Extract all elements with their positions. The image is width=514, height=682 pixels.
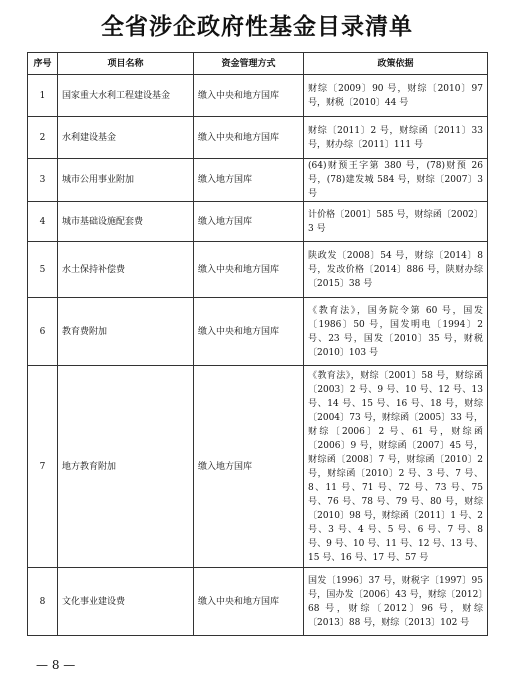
row-no: 8 [28,568,58,636]
row-basis: 计价格〔2001〕585 号，财综函〔2002〕3 号 [304,202,488,242]
header-no: 序号 [28,53,58,75]
header-method: 资金管理方式 [194,53,304,75]
table-row [28,202,488,242]
row-name: 教育费附加 [58,298,194,366]
row-name: 水土保持补偿费 [58,242,194,298]
row-no: 6 [28,298,58,366]
row-basis: 财综〔2009〕90 号，财综〔2010〕97 号，财税〔2010〕44 号 [304,75,488,117]
table-row [28,568,488,636]
table-row [28,75,488,117]
row-method: 缴入地方国库 [194,366,304,568]
table-header-row [28,53,488,75]
table-row [28,366,488,568]
table-row [28,159,488,202]
header-basis: 政策依据 [304,53,488,75]
row-no: 1 [28,75,58,117]
row-no: 7 [28,366,58,568]
row-method: 缴入中央和地方国库 [194,75,304,117]
page-title: 全省涉企政府性基金目录清单 [101,13,413,40]
row-name: 城市公用事业附加 [58,159,194,202]
fund-catalog-table [27,52,488,636]
header-name: 项目名称 [58,53,194,75]
row-basis: 陕政发〔2008〕54 号，财综〔2014〕8 号，发改价格〔2014〕886 号，陕财办综〔2015〕38 号 [304,242,488,298]
row-name: 水利建设基金 [58,117,194,159]
row-name: 国家重大水利工程建设基金 [58,75,194,117]
table-row [28,117,488,159]
row-basis: 国发〔1996〕37 号，财税字〔1997〕95 号，国办发〔2006〕43 号，财综〔2012〕68 号，财综〔2012〕96 号，财综〔2013〕88 号，财综〔2013〕102 号 [304,568,488,636]
row-method: 缴入中央和地方国库 [194,568,304,636]
row-name: 文化事业建设费 [58,568,194,636]
table-row [28,242,488,298]
row-method: 缴入中央和地方国库 [194,117,304,159]
row-basis: 《教育法》，财综〔2001〕58 号，财综函〔2003〕2 号、9 号、10 号、12 号、13 号、14 号、15 号、16 号、18 号，财综〔2004〕73 号，财综函〔2005〕33 号，财综〔2006〕2 号、61 号，财综函〔2006〕9 号，财综函〔2007〕45 号，财综函〔2008〕7 号，财综函〔2010〕2 号，财综函〔2010〕2 号、3 号、7 号、8、11 号、71 号、72 号、73 号、75 号、76 号、78 号、79 号、80 号，财综〔2010〕98 号，财综函〔2011〕1 号、2 号、3 号、4 号、5 号、6 号、7 号、8 号、9 号、10 号、11 号、12 号、13 号、15 号、16 号、17 号、57 号 [304,366,488,568]
row-method: 缴入地方国库 [194,159,304,202]
row-basis: 财综〔2011〕2 号，财综函〔2011〕33 号，财办综〔2011〕111 号 [304,117,488,159]
table-row [28,298,488,366]
row-no: 2 [28,117,58,159]
row-basis: 《教育法》，国务院令第 60 号，国发〔1986〕50 号，国发明电〔1994〕2 号、23 号，国发〔2010〕35 号，财税〔2010〕103 号 [304,298,488,366]
row-method: 缴入中央和地方国库 [194,298,304,366]
row-name: 城市基础设施配套费 [58,202,194,242]
row-method: 缴入中央和地方国库 [194,242,304,298]
row-name: 地方教育附加 [58,366,194,568]
row-basis: (64)财预王字第 380 号，(78)财预 26 号，(78)建发城 584 号，财综〔2007〕3 号 [304,159,488,202]
page-number: — 8 — [36,658,76,672]
row-no: 5 [28,242,58,298]
row-no: 4 [28,202,58,242]
row-no: 3 [28,159,58,202]
row-method: 缴入地方国库 [194,202,304,242]
